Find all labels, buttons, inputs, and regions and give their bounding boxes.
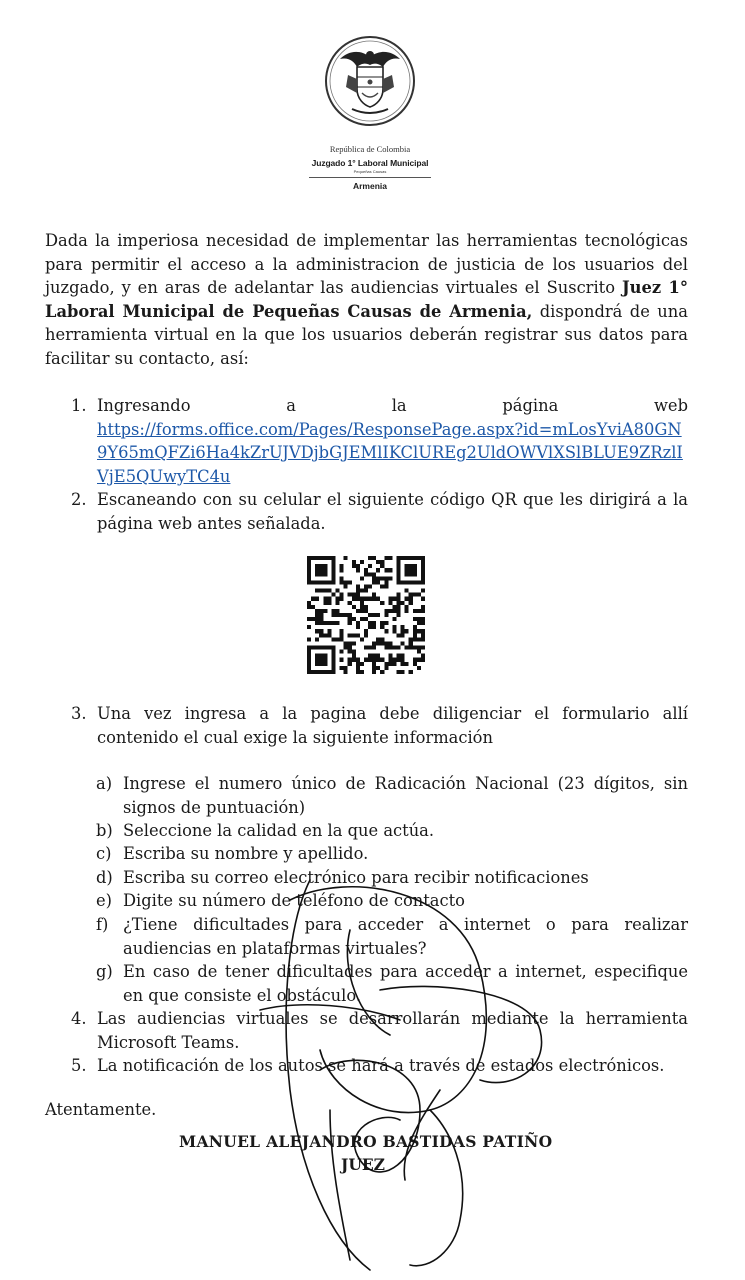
sub-list-item: [96, 889, 688, 913]
signer-role: JUEZ: [341, 1155, 385, 1174]
letterhead-juzgado: Juzgado 1° Laboral Municipal: [311, 158, 429, 168]
sub-letter: f): [96, 915, 109, 934]
list-item-text: La notificación de los autos se hará a través de estados electrónicos.: [97, 1056, 665, 1075]
sub-item-text: ¿Tiene dificultades para acceder a internet o para realizar audiencias en plataformas virtuales?: [123, 915, 688, 958]
item-1-word: la: [391, 396, 407, 415]
closing-text: Atentamente.: [45, 1100, 157, 1119]
sub-letter: c): [96, 844, 112, 863]
letterhead-divider: [309, 177, 431, 178]
sub-item-text: Digite su número de teléfono de contacto: [123, 891, 465, 910]
sub-list-item: [96, 819, 688, 843]
sub-letter: g): [96, 962, 113, 981]
list-item: [45, 702, 688, 749]
intro-paragraph: [45, 229, 688, 371]
list-number: 3.: [71, 704, 87, 723]
sub-letter: e): [96, 891, 112, 910]
list-item: [45, 488, 688, 535]
sub-list-item: [96, 772, 688, 819]
list-item-text: Las audiencias virtuales se desarrollarán mediante la herramienta Microsoft Teams.: [97, 1009, 688, 1052]
item-1-word: web: [654, 396, 688, 415]
list-number: 2.: [71, 490, 87, 509]
list-number: 4.: [71, 1009, 87, 1028]
intro-bold-judge: Juez 1° Laboral Municipal de Pequeñas Causas de Armenia,: [45, 278, 688, 321]
intro-text-1: Dada la imperiosa necesidad de implementar las herramientas tecnológicas para permitir el acceso a la administracion de justicia de los usuarios del juzgado, y en aras de adelantar las audiencias virtuales el Suscrito: [45, 231, 688, 298]
qr-code-icon[interactable]: [307, 556, 425, 674]
sub-item-text: En caso de tener dificultades para acceder a internet, especifique en que consiste el obstáculo.: [123, 962, 688, 1005]
list-number: 1.: [71, 396, 87, 415]
sub-letter: d): [96, 868, 113, 887]
sub-item-text: Seleccione la calidad en la que actúa.: [123, 821, 435, 840]
sub-list-item: [96, 913, 688, 960]
letterhead-republica: República de Colombia: [329, 144, 411, 154]
sub-list-item: [96, 960, 688, 1007]
sub-letter: b): [96, 821, 113, 840]
item-1-word: página: [502, 396, 559, 415]
sub-list-item: [96, 866, 688, 890]
list-item-text: Una vez ingresa a la pagina debe diligenciar el formulario allí contenido el cual exige la siguiente información: [97, 704, 688, 747]
letterhead-causas: Pequeñas Causas: [353, 169, 387, 174]
sub-letter: a): [96, 774, 113, 793]
list-item: [45, 1054, 688, 1078]
sub-item-text: Escriba su correo electrónico para recibir notificaciones: [123, 868, 589, 887]
item-1-lead: [97, 394, 688, 418]
coat-of-arms-icon: [324, 35, 416, 127]
sub-item-text: Ingrese el numero único de Radicación Nacional (23 dígitos, sin signos de puntuación): [123, 774, 688, 817]
form-link[interactable]: https://forms.office.com/Pages/ResponsePage.aspx?id=mLosYviA80GN9Y65mQFZi6Ha4kZrUJVDjbGJEMlIKClUREg2UldOWVlXSlBLUE9ZRzlIVjE5QUwyTC4u: [97, 419, 683, 486]
list-item-text: Escaneando con su celular el siguiente código QR que les dirigirá a la página web antes señalada.: [97, 490, 688, 533]
letterhead-city: Armenia: [352, 181, 387, 191]
intro-text-2: dispondrá de una herramienta virtual en la que los usuarios deberán registrar sus datos para facilitar su contacto, así:: [45, 301, 688, 368]
sub-list-item: [96, 842, 688, 866]
signer-name: MANUEL ALEJANDRO BASTIDAS PATIÑO: [179, 1132, 553, 1151]
sub-item-text: Escriba su nombre y apellido.: [123, 844, 369, 863]
list-number: 5.: [71, 1056, 87, 1075]
list-item: [45, 394, 688, 488]
list-item: [45, 1007, 688, 1054]
item-1-word: a: [286, 396, 296, 415]
item-1-word: Ingresando: [97, 396, 191, 415]
letterhead: [290, 35, 450, 191]
